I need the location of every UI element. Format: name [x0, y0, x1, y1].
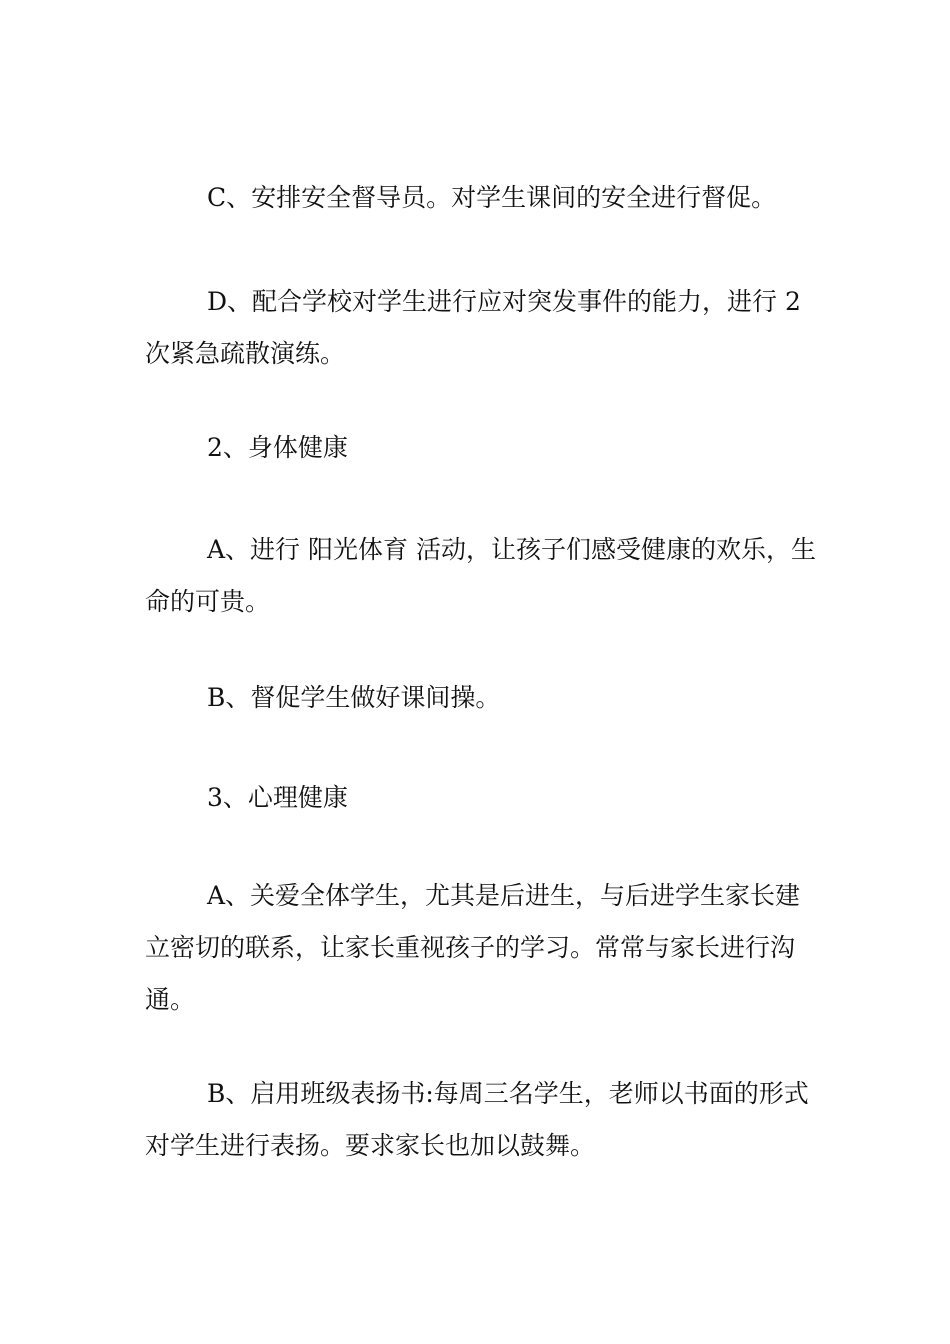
paragraph-d: D、配合学校对学生进行应对突发事件的能力，进行 2 次紧急疏散演练。 [145, 287, 801, 368]
paragraph-a1: A、进行 阳光体育 活动，让孩子们感受健康的欢乐，生命的可贵。 [145, 535, 816, 616]
paragraph-b1: B、督促学生做好课间操。 [207, 683, 501, 712]
paragraph-c: C、安排安全督导员。对学生课间的安全进行督促。 [207, 183, 777, 212]
paragraph-b2: B、启用班级表扬书:每周三名学生，老师以书面的形式对学生进行表扬。要求家长也加以鼓舞。 [145, 1079, 809, 1160]
paragraph-a2: A、关爱全体学生，尤其是后进生，与后进学生家长建立密切的联系，让家长重视孩子的学习。常常与家长进行沟通。 [145, 881, 801, 1014]
section-heading-2: 2、身体健康 [207, 433, 348, 462]
section-heading-3: 3、心理健康 [207, 783, 348, 812]
